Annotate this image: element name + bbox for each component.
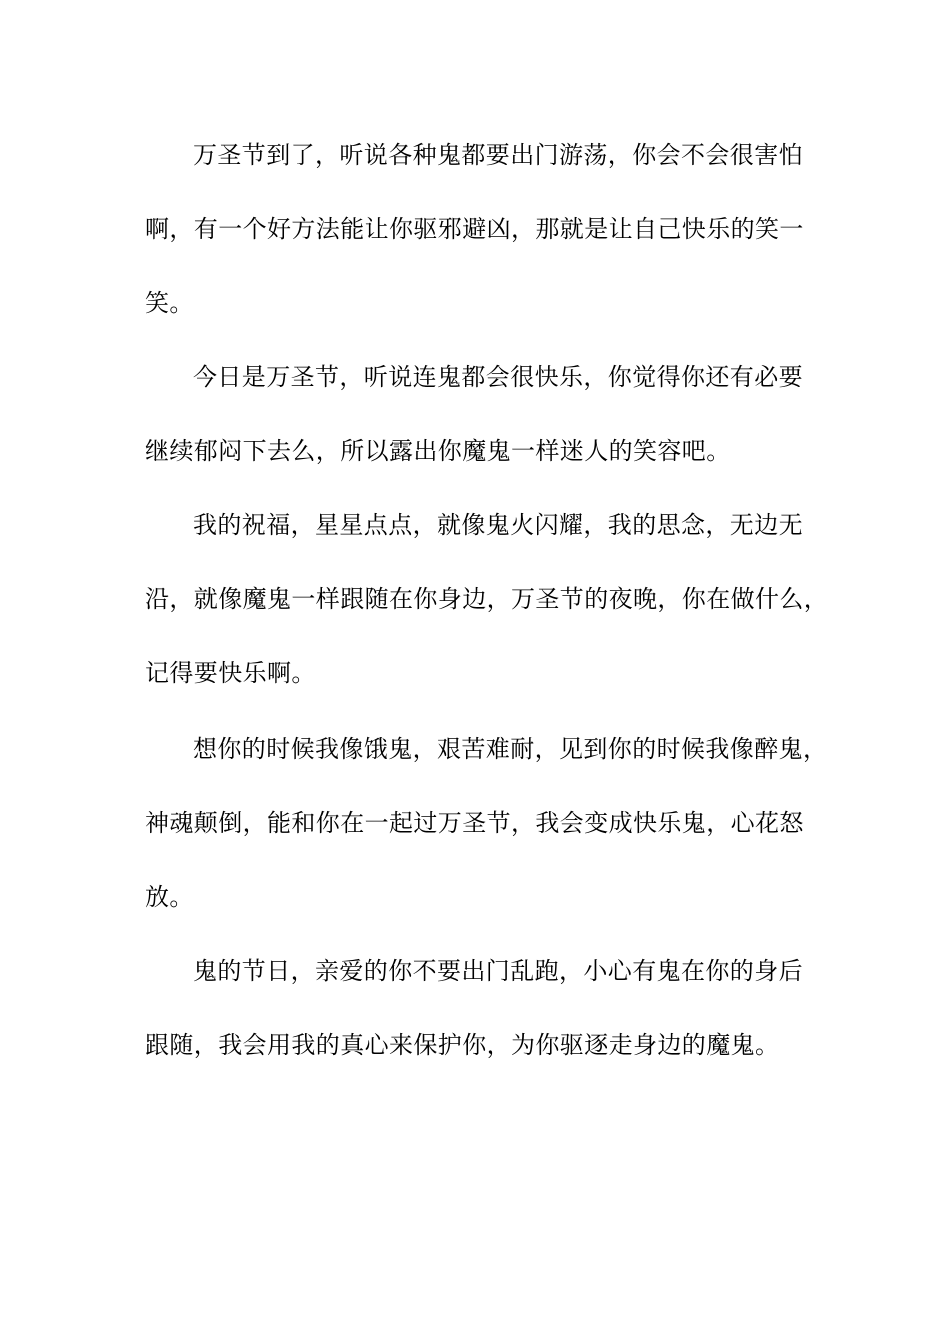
paragraph-4-line-3: 放。 xyxy=(145,883,194,911)
paragraph-3-line-2: 沿，就像魔鬼一样跟随在你身边，万圣节的夜晚，你在做什么， xyxy=(145,585,829,613)
paragraph-3-line-3: 记得要快乐啊。 xyxy=(145,659,316,687)
paragraph-5-line-1: 鬼的节日，亲爱的你不要出门乱跑，小心有鬼在你的身后 xyxy=(193,957,803,985)
paragraph-1-line-1: 万圣节到了，听说各种鬼都要出门游荡，你会不会很害怕 xyxy=(193,141,803,169)
paragraph-4-line-1: 想你的时候我像饿鬼，艰苦难耐，见到你的时候我像醉鬼， xyxy=(193,735,828,763)
paragraph-1-line-2: 啊，有一个好方法能让你驱邪避凶，那就是让自己快乐的笑一 xyxy=(145,215,804,243)
paragraph-1-line-3: 笑。 xyxy=(145,289,194,317)
paragraph-2-line-2: 继续郁闷下去么，所以露出你魔鬼一样迷人的笑容吧。 xyxy=(145,437,731,465)
paragraph-4-line-2: 神魂颠倒，能和你在一起过万圣节，我会变成快乐鬼，心花怒 xyxy=(145,809,804,837)
paragraph-5-line-2: 跟随，我会用我的真心来保护你，为你驱逐走身边的魔鬼。 xyxy=(145,1031,780,1059)
paragraph-3-line-1: 我的祝福，星星点点，就像鬼火闪耀，我的思念，无边无 xyxy=(193,511,803,539)
paragraph-2-line-1: 今日是万圣节，听说连鬼都会很快乐，你觉得你还有必要 xyxy=(193,363,803,391)
